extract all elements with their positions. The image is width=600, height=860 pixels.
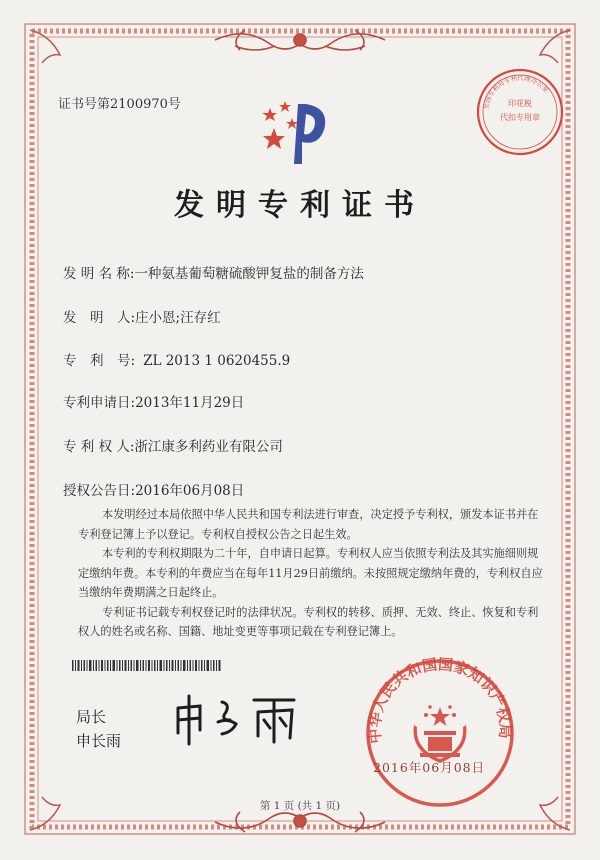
tax-stamp-seal [470,62,570,162]
svg-text:代扣专用章: 代扣专用章 [500,113,540,122]
page-number: 第 1 页 (共 1 页) [259,800,341,812]
certificate-body [78,505,544,642]
svg-text:印花税: 印花税 [508,99,532,108]
field-value: ZL 2013 1 0620455.9 [143,353,291,369]
body-paragraph: 专利证书记载专利权登记时的法律状况。专利权的转移、质押、无效、终止、恢复和专利权人的姓名或名称、国籍、地址变更等事项记载在专利登记簿上。 [78,605,539,638]
director-title: 局长 [76,708,107,726]
director-signature [170,688,310,748]
field-application-date [63,391,244,411]
field-label: 发 明 名 称: [63,266,135,282]
field-value: 庄小恩;汪存红 [135,310,221,326]
body-paragraph: 本发明经过本局依照中华人民共和国专利法进行审查，决定授予专利权，颁发本证书并在专利登记簿上予以登记。专利权自授权公告之日起生效。 [78,508,539,541]
svg-text:中华人民共和国国家知识产权局: 中华人民共和国国家知识产权局 [365,655,515,745]
field-value: 2016年06月08日 [135,483,245,499]
svg-text:全国专利局专利代理办公室: 全国专利局专利代理办公室 [481,73,551,111]
director-name: 申长雨 [76,732,122,750]
certificate-number: 证书号第2100970号 [58,97,181,112]
patent-office-logo [258,96,338,168]
field-patentee [63,435,283,455]
field-value: 2013年11月29日 [135,395,245,411]
certificate-title: 发明专利证书 [174,188,426,223]
field-value: 一种氨基葡萄糖硫酸钾复盐的制备方法 [134,266,364,282]
stamp-date: 2016年06月08日 [373,760,486,775]
body-paragraph: 本专利的专利权期限为二十年，自申请日起算。专利权人应当依照专利法及其实施细则规定缴纳年费。本专利的年费应当在每年11月29日前缴纳。未按照规定缴纳年费的，专利权自应当缴纳年费期满之日起终止。 [78,547,543,599]
field-label: 授权公告日: [63,483,136,499]
field-patent-number [63,349,290,369]
national-ipa-seal [362,655,518,811]
barcode [72,660,222,671]
field-label: 专 利 权 人: [63,439,135,455]
field-grant-date [63,479,244,499]
field-label: 发 明 人: [63,310,136,326]
field-value: 浙江康多利药业有限公司 [134,439,283,455]
field-inventors [63,306,221,326]
field-label: 专利申请日: [63,395,136,411]
field-label: 专 利 号: [63,353,136,369]
field-invention-name [63,262,364,282]
